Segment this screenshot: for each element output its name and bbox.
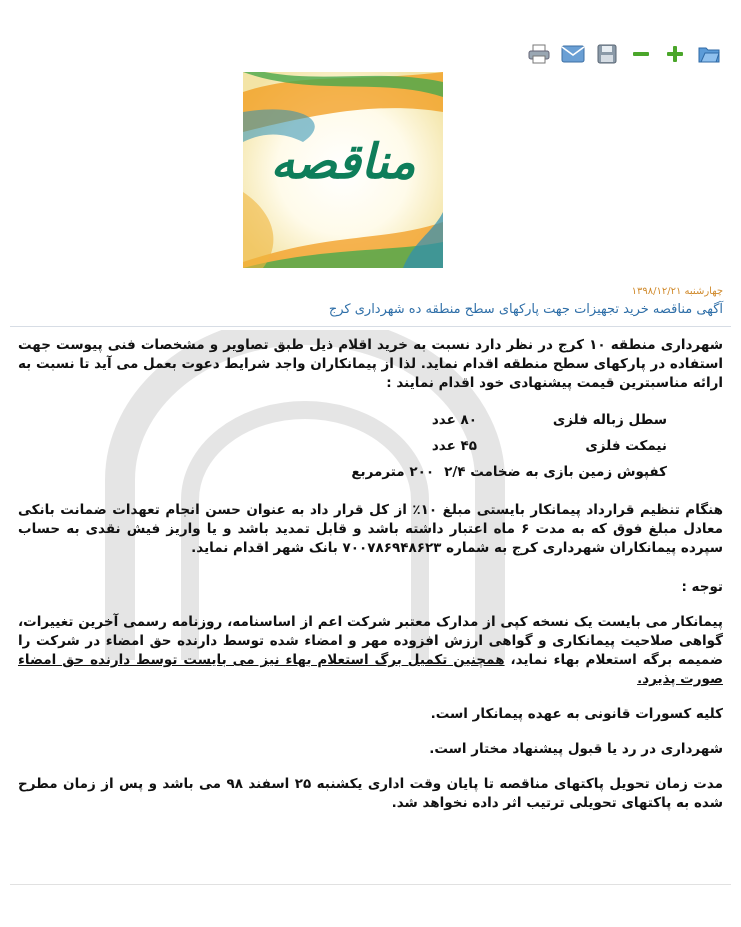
item-quantity: ۲۰۰ مترمربع (351, 464, 435, 480)
bottom-divider (10, 884, 731, 885)
intro-paragraph: شهرداری منطقه ۱۰ کرج در نظر دارد نسبت به خرید اقلام ذیل طبق تصاویر و مشخصات فنی پیوست جهت استفاده در پارکهای سطح منطقه اقدام نماید. لذا از پیمانکاران واجد شرایط دعوت بعمل می آید تا نسبت به ارائه مناسبترین قیمت پیشنهادی خود اقدام نمایند : (18, 337, 724, 391)
banner-title: مناقصه (270, 134, 416, 190)
print-icon[interactable] (527, 42, 551, 66)
item-quantity: ۴۵ عدد (431, 438, 477, 454)
article-body (18, 336, 723, 813)
item-quantity: ۸۰ عدد (431, 412, 477, 428)
save-icon[interactable] (595, 42, 619, 66)
rights-paragraph: شهرداری در رد یا قبول پیشنهاد مختار است. (429, 741, 723, 757)
article-toolbar (527, 42, 721, 66)
tax-paragraph: کلیه کسورات قانونی به عهده پیمانکار است. (430, 706, 723, 722)
item-name: سطل زباله فلزی (552, 412, 667, 428)
list-item (18, 459, 723, 485)
item-name: نیمکت فلزی (585, 438, 667, 454)
list-item (18, 407, 723, 433)
plus-icon[interactable] (663, 42, 687, 66)
note-label: توجه : (681, 579, 723, 595)
note-paragraph (18, 613, 723, 689)
tender-banner-image (243, 72, 443, 268)
note-text-underlined: همچنین تکمیل برگ استعلام بهاء نیز می بایست توسط دارنده حق امضاء صورت پذیرد. (18, 652, 723, 687)
folder-icon[interactable] (697, 42, 721, 66)
guarantee-paragraph: هنگام تنظیم قرارداد پیمانکار بایستی مبلغ ۱۰٪ از کل قرار داد به عنوان حسن انجام تعهدات ضمانت بانکی معادل مبلغ فوق که به مدت ۶ ماه اعتبار داشته باشد و قابل تمدید باشد و یا واریز فیش نقدی به حساب سپرده پیمانکاران شهرداری کرج به شماره ۷۰۰۷۸۶۹۴۸۶۲۳ بانک شهر اقدام نماید. (18, 502, 723, 556)
minus-icon[interactable] (629, 42, 653, 66)
deadline-paragraph: مدت زمان تحویل پاکتهای مناقصه تا پایان وقت اداری یکشنبه ۲۵ اسفند ۹۸ می باشد و پس از زمان مطرح شده به پاکتهای تحویلی ترتیب اثر داده نخواهد شد. (18, 776, 723, 811)
article-headline[interactable]: آگهی مناقصه خرید تجهیزات جهت پارکهای سطح منطقه ده شهرداری کرج (328, 302, 723, 317)
headline-divider (10, 326, 731, 327)
list-item (18, 433, 723, 459)
note-text: پیمانکار می بایست یک نسخه کپی از مدارک معتبر شرکت اعم از اساسنامه، روزنامه رسمی آخرین تغییرات، گواهی صلاحیت پیمانکاری و گواهی ارزش افزوده مهر و امضاء شده توسط دارنده حق امضاء در شرکت را ضمیمه برگه استعلام بهاء نماید، (18, 614, 723, 668)
email-icon[interactable] (561, 42, 585, 66)
item-name: کفپوش زمین بازی به ضخامت ۲/۴ (444, 464, 667, 480)
item-list (18, 407, 723, 485)
publish-date: چهارشنبه ۱۳۹۸/۱۲/۲۱ (631, 286, 723, 297)
